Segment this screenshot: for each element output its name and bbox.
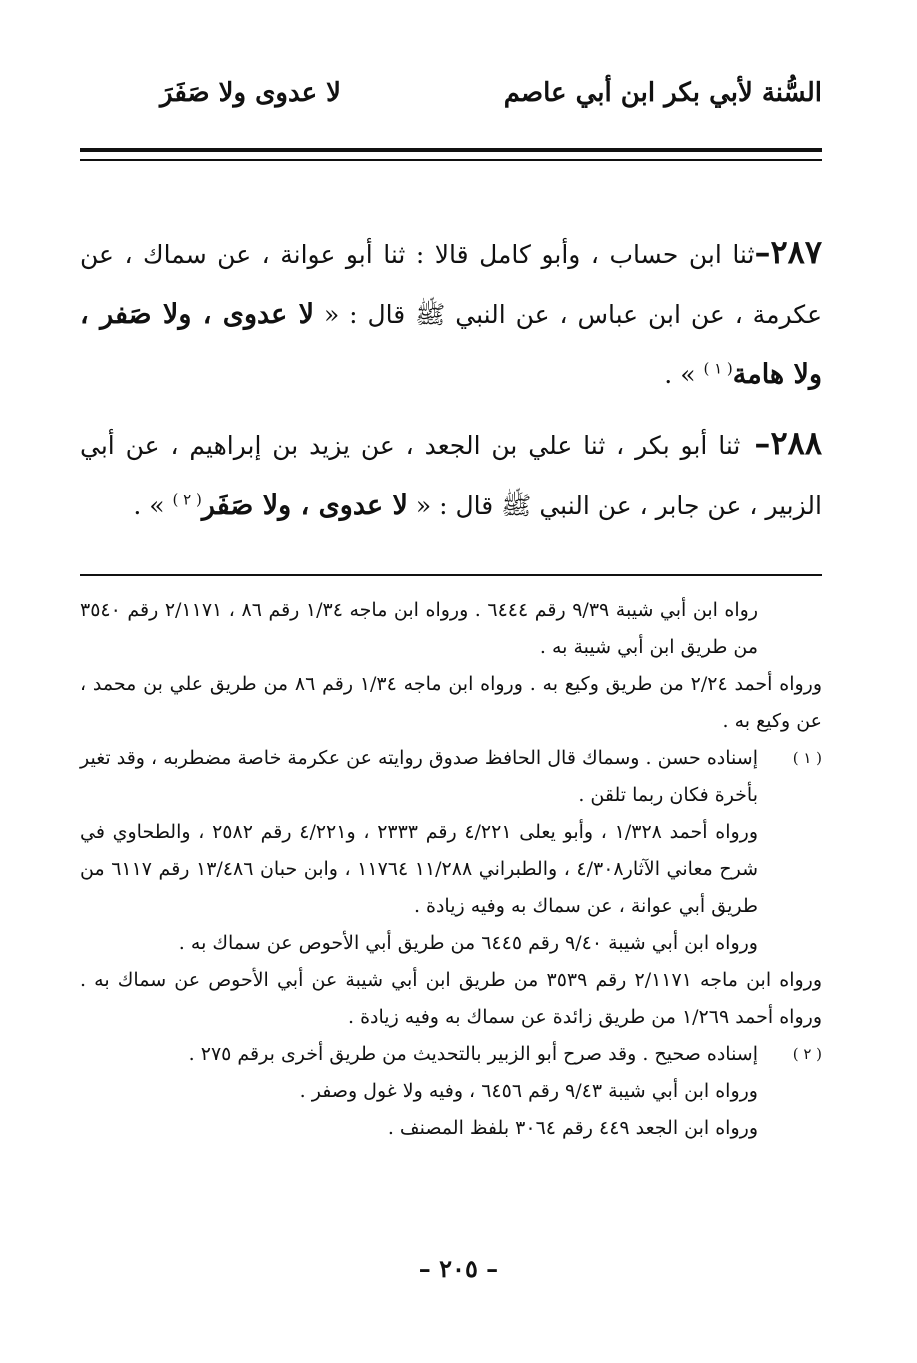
footnote-marker: ( ٢ ): [792, 1045, 822, 1063]
footnote-ref: ( ٢ ): [172, 490, 202, 509]
book-title: السُّنة لأبي بكر ابن أبي عاصم: [503, 78, 822, 108]
hadith-number: ٢٨٨: [770, 424, 822, 462]
footnote-marker: ( ١ ): [792, 749, 822, 767]
footnote-2: [80, 1036, 822, 1147]
hadith-close: » .: [664, 360, 704, 389]
hadith-dash: –: [740, 424, 771, 462]
header-rule-thick: [80, 148, 822, 152]
hadith-isnad: ثنا ابن حساب ، وأبو كامل قالا : ثنا أبو عوانة ، عن سماك ، عن عكرمة ، عن ابن عباس ، عن النبي ﷺ قال : «: [80, 240, 822, 329]
chapter-title: لا عدوى ولا صَفَرَ: [160, 78, 342, 108]
footnote-1: [80, 740, 822, 1036]
footnotes: [80, 592, 822, 1147]
footnote-paragraph: ورواه أحمد ٢/٢٤ من طريق وكيع به . ورواه ابن ماجه ١/٣٤ رقم ٨٦ من طريق علي بن محمد ، عن وكيع به .: [80, 673, 822, 732]
footnote-rule: [80, 574, 822, 576]
footnote-paragraph: ورواه ابن الجعد ٤٤٩ رقم ٣٠٦٤ بلفظ المصنف .: [387, 1117, 758, 1139]
hadith-dash: –: [754, 233, 771, 271]
footnote-ref: ( ١ ): [703, 359, 733, 378]
footnote-paragraph: ورواه ابن أبي شيبة ٩/٤٣ رقم ٦٤٥٦ ، وفيه ولا غول وصفر .: [299, 1080, 758, 1102]
page-header: [160, 70, 822, 120]
hadith-287: [80, 222, 822, 405]
footnote-paragraph: ورواه ابن أبي شيبة ٩/٤٠ رقم ٦٤٤٥ من طريق أبي الأحوص عن سماك به .: [178, 932, 758, 954]
footnote-paragraph: رواه ابن أبي شيبة ٩/٣٩ رقم ٦٤٤٤ . ورواه ابن ماجه ١/٣٤ رقم ٨٦ ، ٢/١١٧١ رقم ٣٥٤٠ من طريق ابن أبي شيبة به .: [80, 599, 759, 658]
hadith-288: [80, 413, 822, 536]
header-rule-thin: [80, 159, 822, 161]
footnote-paragraph: إسناده حسن . وسماك قال الحافظ صدوق روايته عن عكرمة خاصة مضطربه ، وقد تغير بأخرة فكان ربما تلقن .: [80, 747, 758, 806]
hadith-close: » .: [133, 491, 173, 520]
hadith-number: ٢٨٧: [770, 233, 822, 271]
footnote-paragraph: ورواه ابن ماجه ٢/١١٧١ رقم ٣٥٣٩ من طريق ابن أبي شيبة عن أبي الأحوص عن سماك به . ورواه أحمد ١/٢٦٩ من طريق زائدة عن سماك به وفيه زيادة .: [80, 969, 823, 1028]
main-text: [80, 222, 822, 536]
page-number: – ٢٠٥ –: [418, 1254, 499, 1283]
footnote-paragraph: ورواه أحمد ١/٣٢٨ ، وأبو يعلى ٤/٢٢١ رقم ٢٣٣٣ ، و٤/٢٢١ رقم ٢٥٨٢ ، والطحاوي في شرح معاني الآثار٤/٣٠٨ ، والطبراني ١١/٢٨٨ ١١٧٦٤ ، وابن حبان ١٣/٤٨٦ رقم ٦١١٧ من طريق أبي عوانة ، عن سماك به وفيه زيادة .: [80, 821, 759, 917]
hadith-matn: لا عدوى ، ولا صَفَر: [201, 490, 408, 521]
hadith-matn: لا عدوى ، ولا صَفر ، ولا هامة: [80, 299, 822, 390]
footnote-continued: [80, 592, 822, 740]
hadith-isnad: ثنا أبو بكر ، ثنا علي بن الجعد ، عن يزيد بن إبراهيم ، عن أبي الزبير ، عن جابر ، عن النبي ﷺ قال : «: [80, 431, 822, 520]
footnote-paragraph: إسناده صحيح . وقد صرح أبو الزبير بالتحديث من طريق أخرى برقم ٢٧٥ .: [188, 1043, 758, 1065]
